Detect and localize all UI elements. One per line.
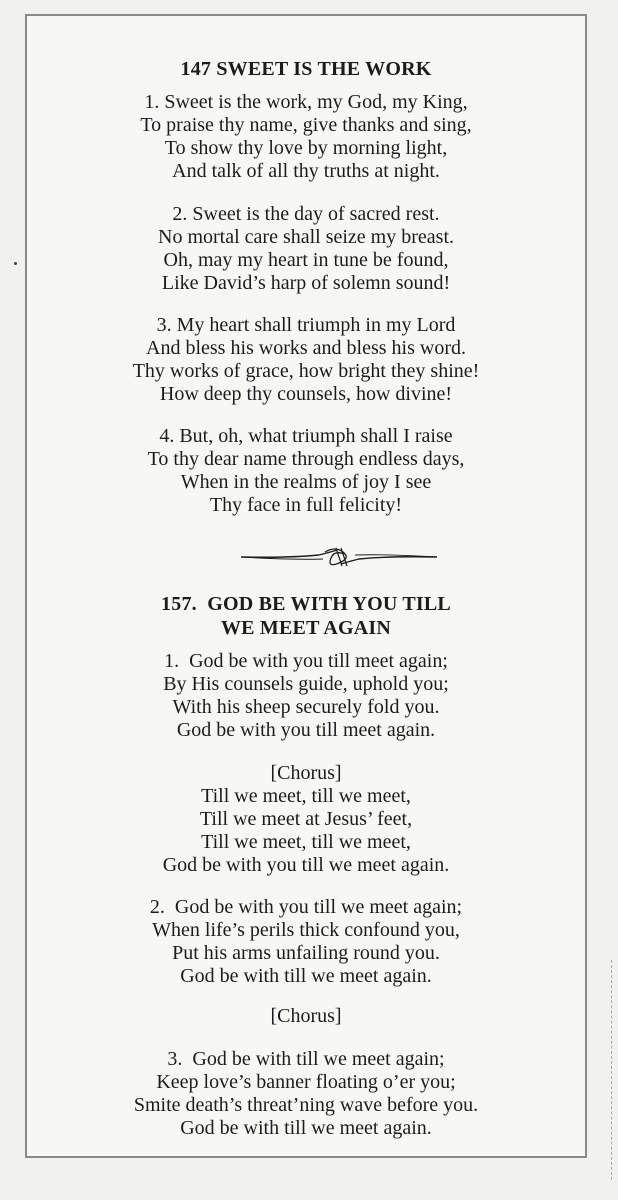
chorus-line: Till we meet, till we meet, xyxy=(201,831,411,853)
chorus-line: Till we meet at Jesus’ feet, xyxy=(199,808,413,830)
hymn-card xyxy=(25,14,587,1158)
verse-line: When in the realms of joy I see xyxy=(180,471,432,493)
hymn-157-verse-3 xyxy=(27,1048,585,1140)
chorus-line: Till we meet, till we meet, xyxy=(201,785,411,807)
chorus-line: God be with you till we meet again. xyxy=(162,854,450,876)
verse-line: To thy dear name through endless days, xyxy=(147,448,465,470)
verse-line: And talk of all thy truths at night. xyxy=(172,160,440,182)
hymn-147-verse-3 xyxy=(27,314,585,406)
verse-line: When life’s perils thick confound you, xyxy=(152,919,460,941)
verse-line: 1. God be with you till meet again; xyxy=(164,650,448,672)
verse-line: God be with till we meet again. xyxy=(180,1117,432,1139)
verse-line: No mortal care shall seize my breast. xyxy=(158,226,454,248)
verse-line: Put his arms unfailing round you. xyxy=(172,942,440,964)
verse-line: To show thy love by morning light, xyxy=(164,137,448,159)
hymn-157-title xyxy=(27,592,585,640)
verse-line: And bless his works and bless his word. xyxy=(146,337,466,359)
hymn-147-verse-4 xyxy=(27,425,585,517)
verse-line: God be with till we meet again. xyxy=(180,965,432,987)
verse-line: With his sheep securely fold you. xyxy=(172,696,440,718)
hymn-157-title-line-2: WE MEET AGAIN xyxy=(220,617,392,639)
hymn-147-title: 147 SWEET IS THE WORK xyxy=(180,58,432,80)
chorus-label: [Chorus] xyxy=(270,762,342,784)
hymn-157-title-line-1: 157. GOD BE WITH YOU TILL xyxy=(161,593,451,615)
verse-line: Keep love’s banner floating o’er you; xyxy=(156,1071,456,1093)
verse-line: Smite death’s threat’ning wave before you. xyxy=(133,1094,479,1116)
verse-line: 2. Sweet is the day of sacred rest. xyxy=(172,203,440,225)
hymn-157-chorus xyxy=(27,762,585,877)
verse-line: By His counsels guide, uphold you; xyxy=(163,673,449,695)
hymn-147-verse-1 xyxy=(27,91,585,183)
verse-line: 3. God be with till we meet again; xyxy=(167,1048,445,1070)
verse-line: 1. Sweet is the work, my God, my King, xyxy=(144,91,468,113)
verse-line: Thy face in full felicity! xyxy=(209,494,403,516)
chorus-label: [Chorus] xyxy=(270,1005,342,1027)
verse-line: 3. My heart shall triumph in my Lord xyxy=(156,314,456,336)
verse-line: 4. But, oh, what triumph shall I raise xyxy=(159,425,453,447)
hymn-157-verse-1 xyxy=(27,650,585,742)
scan-speck xyxy=(14,262,17,265)
verse-line: Thy works of grace, how bright they shine! xyxy=(132,360,480,382)
ornamental-flourish-icon xyxy=(239,544,439,570)
hymn-157-verse-2 xyxy=(27,896,585,988)
verse-line: Oh, may my heart in tune be found, xyxy=(163,249,449,271)
verse-line: How deep thy counsels, how divine! xyxy=(159,383,453,405)
verse-line: God be with you till meet again. xyxy=(176,719,436,741)
verse-line: 2. God be with you till we meet again; xyxy=(149,896,463,918)
verse-line: To praise thy name, give thanks and sing, xyxy=(140,114,472,136)
page-edge xyxy=(609,960,612,1180)
hymn-157-chorus-ref xyxy=(27,1005,585,1028)
hymn-147-verse-2 xyxy=(27,203,585,295)
verse-line: Like David’s harp of solemn sound! xyxy=(161,272,451,294)
